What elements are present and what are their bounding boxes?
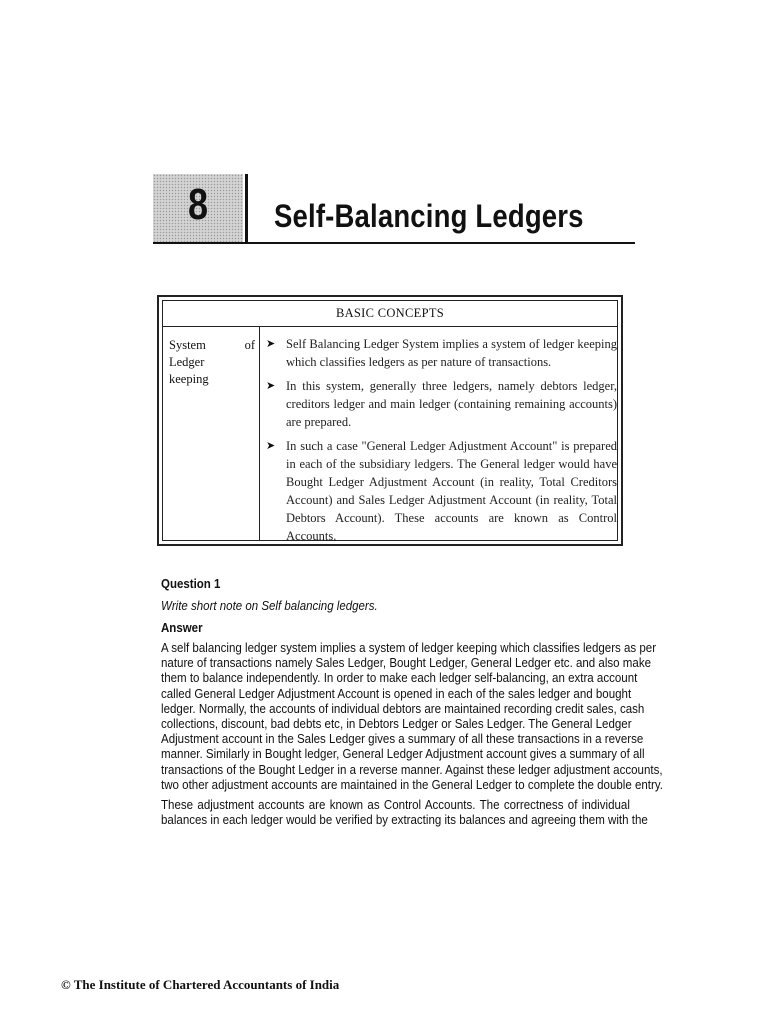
- concept-bullet-text: Self Balancing Ledger System implies a system of ledger keeping which classifies ledgers as per nature of transactions.: [286, 337, 617, 369]
- answer-line: ledger. Normally, the accounts of individual debtors are maintained recording credit sales, cash: [161, 701, 645, 716]
- basic-concepts-heading: BASIC CONCEPTS: [163, 301, 617, 327]
- answer-paragraph: [161, 641, 663, 793]
- arrowhead-bullet-icon: ➤: [266, 440, 276, 452]
- concept-bullet: [265, 335, 617, 371]
- answer-heading: Answer: [161, 621, 203, 635]
- arrowhead-bullet-icon: ➤: [266, 338, 276, 350]
- answer-paragraph: [161, 798, 648, 828]
- concept-bullet: [265, 377, 617, 431]
- row-label-word: of: [244, 338, 255, 352]
- answer-line: A self balancing ledger system implies a system of ledger keeping which classifies ledgers as per: [161, 641, 657, 655]
- row-label-word: Ledger: [169, 355, 205, 369]
- concept-bullet: [265, 437, 617, 545]
- answer-line: collections, discount, bad debts etc, in Debtors Ledger or Sales Ledger. The General Ledger: [161, 717, 632, 732]
- basic-concepts-box: [157, 295, 623, 546]
- chapter-number-box: [153, 174, 243, 242]
- concept-bullet-text: In such a case "General Ledger Adjustment Account" is prepared in each of the subsidiary ledgers. The General ledger would have Bought Ledger Adjustment Account (in reality, Total Creditors Account) and Sales Ledger Adjustment Account (in reality, Total Debtors Account). These accounts are known as Control Accounts.: [286, 439, 617, 543]
- answer-line: two other adjustment accounts are maintained in the General Ledger to complete the double entry.: [161, 777, 663, 792]
- question-text: Write short note on Self balancing ledgers.: [161, 599, 378, 613]
- chapter-header: [153, 174, 635, 246]
- answer-line: These adjustment accounts are known as Control Accounts. The correctness of individual: [161, 798, 630, 813]
- question-heading: Question 1: [161, 577, 221, 591]
- concept-bullet-list: [265, 335, 617, 551]
- row-label-word: System: [169, 338, 206, 352]
- answer-line: called General Ledger Adjustment Account is opened in each of the sales ledger and bought: [161, 686, 632, 701]
- answer-line: balances in each ledger would be verified by extracting its balances and agreeing them with the: [161, 813, 648, 828]
- answer-line: Adjustment account in the Sales Ledger gives a summary of all these transactions in a reverse: [161, 732, 644, 747]
- copyright-footer: © The Institute of Chartered Accountants of India: [61, 977, 340, 992]
- chapter-underline: [153, 242, 635, 244]
- answer-line: nature of transactions namely Sales Ledger, Bought Ledger, General Ledger etc. and also make: [161, 656, 652, 671]
- row-label-word: keeping: [169, 372, 209, 386]
- column-divider: [259, 327, 260, 540]
- arrowhead-bullet-icon: ➤: [266, 380, 276, 392]
- answer-line: transactions of the Bought Ledger in a reverse manner. Against these ledger adjustment accounts,: [161, 762, 663, 777]
- answer-line: them to balance independently. In order to make each ledger self-balancing, an extra account: [161, 671, 638, 686]
- chapter-number: 8: [187, 180, 209, 229]
- answer-line: manner. Similarly in Bought ledger, General Ledger Adjustment account gives a summary of all: [161, 747, 645, 762]
- concept-bullet-text: In this system, generally three ledgers, namely debtors ledger, creditors ledger and main ledger (containing remaining accounts) are prepared.: [286, 379, 617, 429]
- row-label: [169, 337, 255, 388]
- question-answer-section: [161, 576, 663, 833]
- basic-concepts-inner-border: [162, 300, 618, 541]
- chapter-divider: [245, 174, 248, 244]
- chapter-title: Self-Balancing Ledgers: [274, 198, 584, 234]
